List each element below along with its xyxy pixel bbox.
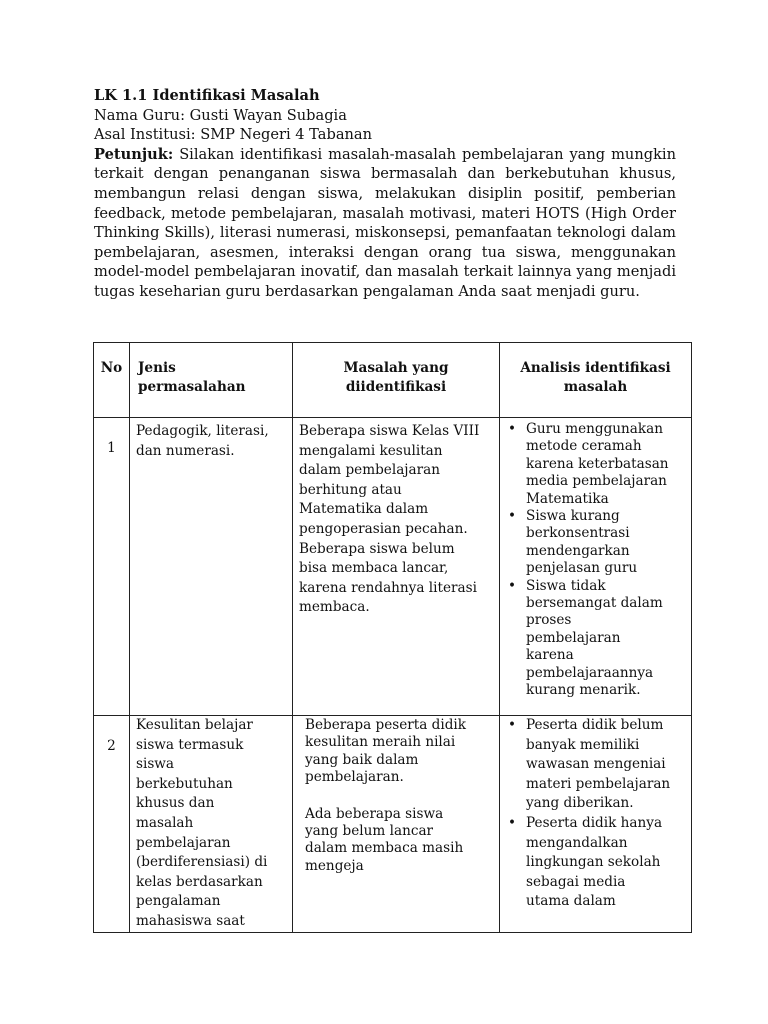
instructions-label: Petunjuk:	[94, 145, 174, 163]
header-no: No	[94, 343, 130, 418]
table-header-row	[94, 343, 692, 418]
row-analysis	[500, 418, 692, 716]
header-jenis: Jenis permasalahan	[130, 343, 293, 418]
problem-identification-table	[93, 342, 692, 933]
list-item: • Peserta didik belum banyak memiliki wawasan mengeniai materi pembelajaran yang diberikan.	[506, 716, 687, 814]
row-analysis	[500, 716, 692, 933]
instructions-text: Silakan identifikasi masalah-masalah pembelajaran yang mungkin terkait dengan penanganan siswa bermasalah dan berkebutuhan khusus, membangun relasi dengan siswa, melakukan disiplin positif, pemberian feedback, metode pembelajaran, masalah motivasi, materi HOTS (High Order Thinking Skills), literasi numerasi, miskonsepsi, pemanfaatan teknologi dalam pembelajaran, asesmen, interaksi dengan orang tua siswa, menggunakan model-model pembelajaran inovatif, dan masalah terkait lainnya yang menjadi tugas keseharian guru berdasarkan pengalaman Anda saat menjadi guru.	[94, 145, 676, 300]
row-category: Pedagogik, literasi, dan numerasi.	[130, 418, 293, 716]
instructions	[94, 145, 676, 302]
list-item: • Siswa tidak bersemangat dalam proses pembelajaran karena pembelajaraannya kurang menarik.	[506, 578, 687, 700]
table-row	[94, 418, 692, 716]
header-analisis: Analisis identifikasi masalah	[500, 343, 692, 418]
list-item: • Guru menggunakan metode ceramah karena keterbatasan media pembelajaran Matematika	[506, 421, 687, 508]
row-number: 2	[94, 716, 130, 933]
teacher-name: Nama Guru: Gusti Wayan Subagia	[94, 106, 347, 124]
table-row	[94, 716, 692, 933]
header-masalah: Masalah yang diidentifikasi	[293, 343, 500, 418]
worksheet-title: LK 1.1 Identifikasi Masalah	[94, 87, 320, 104]
worksheet-header	[94, 86, 676, 302]
list-item: • Siswa kurang berkonsentrasi mendengarkan penjelasan guru	[506, 508, 687, 578]
row-problem: Beberapa siswa Kelas VIII mengalami kesulitan dalam pembelajaran berhitung atau Matematika dalam pengoperasian pecahan. Beberapa siswa belum bisa membaca lancar, karena rendahnya literasi membaca.	[293, 418, 500, 716]
institution: Asal Institusi: SMP Negeri 4 Tabanan	[94, 126, 373, 144]
row-number: 1	[94, 418, 130, 716]
row-category: Kesulitan belajar siswa termasuk siswa berkebutuhan khusus dan masalah pembelajaran (berdiferensiasi) di kelas berdasarkan pengalaman mahasiswa saat	[130, 716, 293, 933]
row-problem: Beberapa peserta didik kesulitan meraih nilai yang baik dalam pembelajaran. Ada beberapa siswa yang belum lancar dalam membaca masih mengeja	[293, 716, 500, 933]
list-item: • Peserta didik hanya mengandalkan lingkungan sekolah sebagai media utama dalam	[506, 814, 687, 912]
